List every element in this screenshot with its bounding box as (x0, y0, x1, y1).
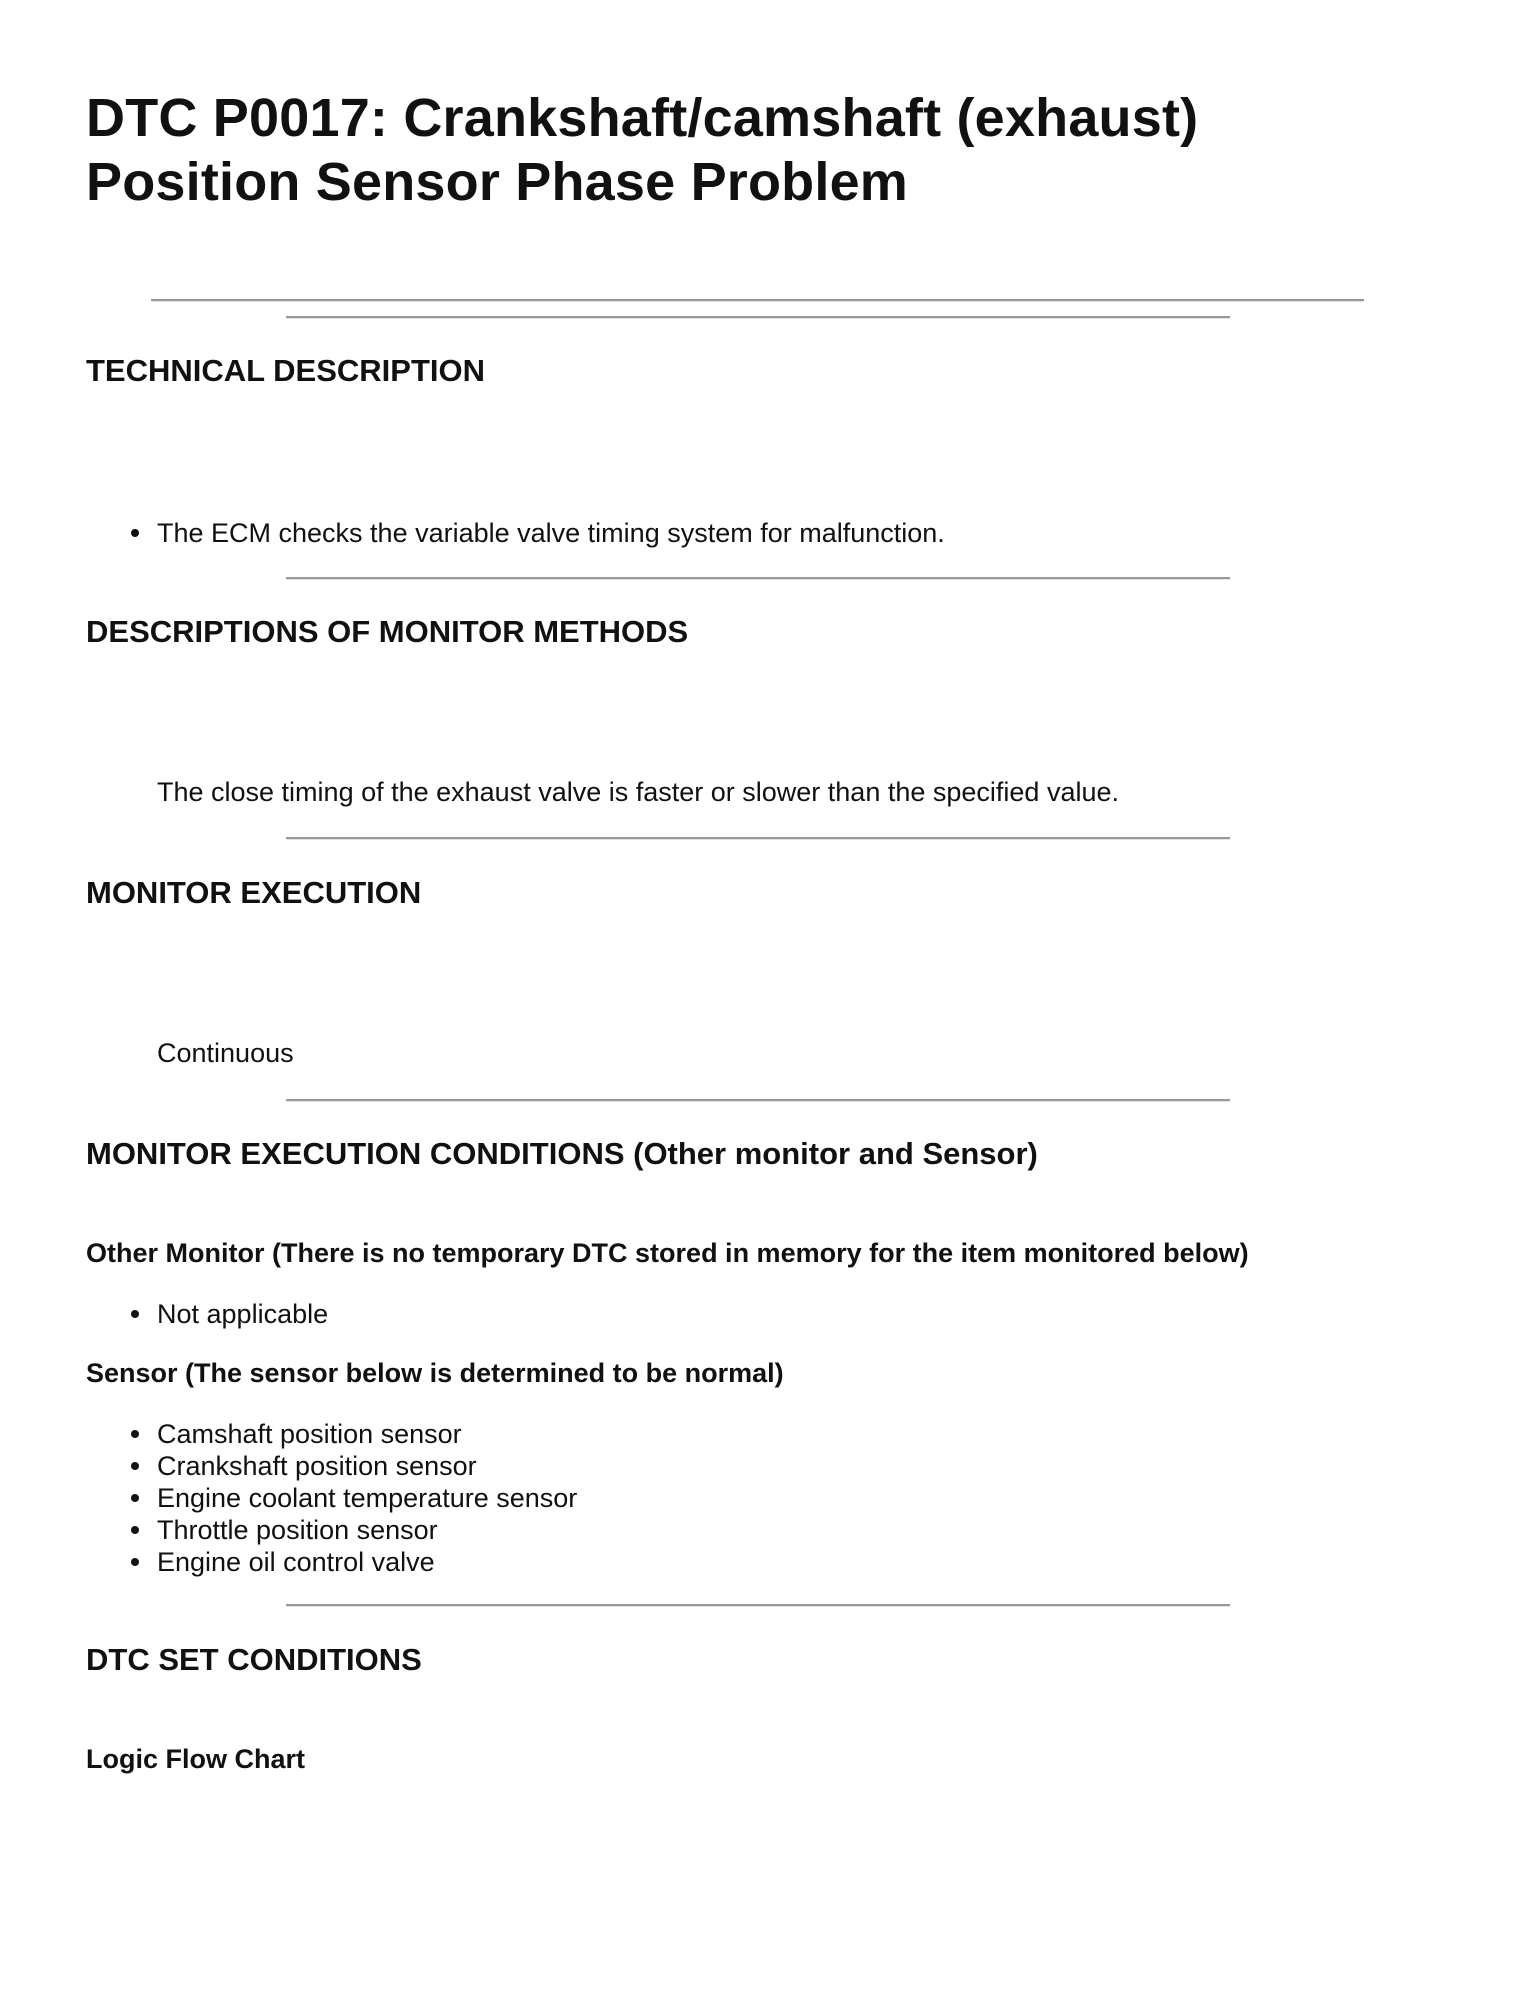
section-heading-monitor-execution: MONITOR EXECUTION (86, 875, 422, 910)
section-heading-dtc-set-conditions: DTC SET CONDITIONS (86, 1642, 422, 1677)
list-item: Camshaft position sensor (128, 1418, 577, 1450)
monitor-execution-text: Continuous (157, 1038, 294, 1068)
bullet-icon (131, 1558, 139, 1566)
bullet-icon (131, 1430, 139, 1438)
section-divider (286, 1099, 1230, 1102)
sensor-list (128, 1418, 577, 1578)
bullet-icon (131, 1526, 139, 1534)
page-title (86, 86, 1486, 214)
bullet-icon (131, 1494, 139, 1502)
other-monitor-heading: Other Monitor (There is no temporary DTC stored in memory for the item monitored below) (86, 1238, 1249, 1268)
page-title-line-2: Position Sensor Phase Problem (86, 152, 909, 212)
title-divider-wide (151, 299, 1364, 302)
title-divider-narrow (286, 316, 1230, 319)
logic-flow-chart-heading: Logic Flow Chart (86, 1744, 305, 1774)
section-heading-technical-description: TECHNICAL DESCRIPTION (86, 353, 486, 388)
section-divider (286, 1604, 1230, 1607)
list-item: Not applicable (128, 1298, 328, 1330)
bullet-icon (131, 529, 139, 537)
section-divider (286, 577, 1230, 580)
list-item: Throttle position sensor (128, 1514, 577, 1546)
monitor-methods-text: The close timing of the exhaust valve is faster or slower than the specified value. (157, 777, 1119, 807)
list-item: Engine coolant temperature sensor (128, 1482, 577, 1514)
list-item: Crankshaft position sensor (128, 1450, 577, 1482)
bullet-icon (131, 1310, 139, 1318)
section-heading-monitor-methods: DESCRIPTIONS OF MONITOR METHODS (86, 614, 689, 649)
list-item: Engine oil control valve (128, 1546, 577, 1578)
sensor-heading: Sensor (The sensor below is determined to be normal) (86, 1358, 784, 1388)
section-heading-monitor-execution-conditions: MONITOR EXECUTION CONDITIONS (Other monitor and Sensor) (86, 1136, 1038, 1171)
bullet-icon (131, 1462, 139, 1470)
section-divider (286, 837, 1230, 840)
list-item: The ECM checks the variable valve timing system for malfunction. (128, 517, 945, 549)
other-monitor-list (128, 1298, 328, 1330)
technical-description-list (128, 517, 945, 549)
page-title-line-1: DTC P0017: Crankshaft/camshaft (exhaust) (86, 88, 1199, 148)
